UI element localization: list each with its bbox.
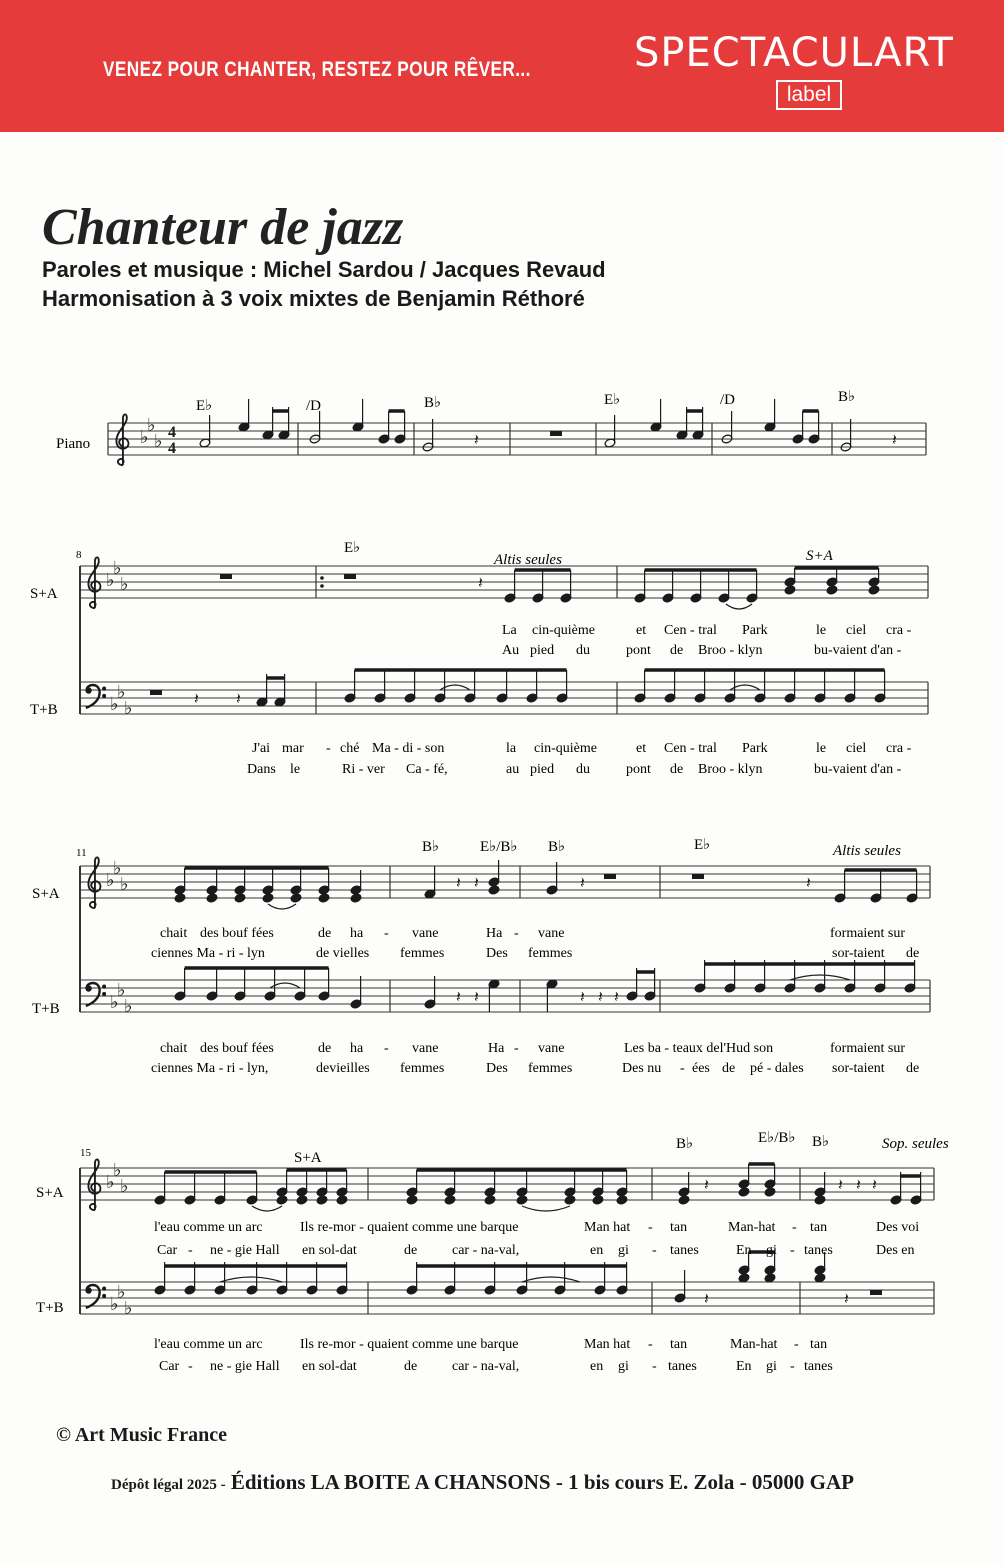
flat-sign: ♭ (124, 996, 133, 1016)
measure-number: 11 (76, 847, 87, 859)
lyric-syllable: car - na-val, (452, 1243, 520, 1258)
note-head (406, 1195, 418, 1205)
lyric-syllable: tanes (670, 1243, 699, 1258)
flat-sign: ♭ (113, 858, 122, 878)
lyric-syllable: Des nu (622, 1061, 662, 1076)
spectaculart-logo: SPECTACULART (634, 30, 954, 76)
lyric-syllable: sor-taient (832, 1061, 885, 1076)
lyric-syllable: devieilles (316, 1061, 370, 1076)
copyright-notice: © Art Music France (56, 1424, 228, 1446)
lyric-syllable: - (680, 1061, 685, 1076)
time-signature-bottom: 4 (168, 440, 176, 457)
direction-altis-seules: Altis seules (494, 552, 562, 568)
staff-label-sa: S+A (36, 1185, 64, 1201)
lyric-syllable: des bouf fées (200, 1041, 274, 1056)
rest-symbol: 𝄽 (456, 989, 461, 1006)
lyric-syllable: Ri - ver (342, 762, 385, 777)
lyric-syllable: du (576, 762, 590, 777)
chord-symbol: E♭ (344, 540, 361, 556)
lyric-syllable: gi (618, 1359, 629, 1374)
time-signature-top: 4 (168, 424, 176, 441)
lyric-syllable: Park (742, 741, 768, 756)
lyric-syllable: Ma - di - son (372, 741, 445, 756)
flat-sign: ♭ (140, 427, 149, 447)
rest-symbol: 𝄽 (806, 875, 811, 892)
lyric-syllable: - (514, 926, 519, 941)
lyric-syllable: J'ai (252, 741, 271, 756)
lyric-syllable: Ca - fé, (406, 762, 448, 777)
flat-sign: ♭ (120, 874, 129, 894)
lyric-syllable: - (790, 1359, 795, 1374)
lyric-syllable: pé - dales (750, 1061, 804, 1076)
lyric-syllable: - (792, 1220, 797, 1235)
lyric-syllable: le (816, 741, 827, 756)
lyric-syllable: Man-hat (728, 1220, 776, 1235)
credits-lyrics-music: Paroles et musique : Michel Sardou / Jacques Revaud (42, 257, 606, 282)
lyric-syllable: ées (692, 1061, 710, 1076)
rest-symbol: 𝄽 (474, 989, 479, 1006)
lyric-syllable: formaient sur (830, 1041, 906, 1056)
rest-symbol: 𝄽 (844, 1291, 849, 1308)
lyric-syllable: gi (766, 1243, 777, 1258)
lyric-syllable: formaient sur (830, 926, 906, 941)
lyric-syllable: au (506, 762, 520, 777)
lyric-syllable: en (590, 1243, 604, 1258)
lyric-syllable: ciennes Ma - ri - lyn (151, 946, 265, 961)
rest-symbol: 𝄽 (580, 875, 585, 892)
bass-clef (86, 1285, 106, 1308)
chord-symbol: E♭ (196, 398, 213, 414)
lyric-syllable: tan (810, 1337, 828, 1352)
staff-label-tb: T+B (32, 1001, 60, 1017)
song-title: Chanteur de jazz (42, 199, 404, 256)
lyric-syllable: ciennes Ma - ri - lyn, (151, 1061, 269, 1076)
lyric-syllable: Au (502, 643, 520, 658)
slur (522, 1277, 580, 1282)
note-head (296, 1195, 308, 1205)
note-head (678, 1195, 690, 1205)
whole-rest (150, 690, 162, 695)
rest-symbol: 𝄽 (704, 1291, 709, 1308)
lyric-syllable: pont (626, 762, 651, 777)
lyric-syllable: de (404, 1243, 418, 1258)
flat-sign: ♭ (124, 1298, 133, 1318)
treble-clef (88, 557, 100, 608)
lyric-syllable: pied (530, 762, 555, 777)
whole-rest (870, 1290, 882, 1295)
lyric-syllable: Man hat (584, 1337, 631, 1352)
rest-symbol: 𝄽 (456, 875, 461, 892)
chord-symbol: B♭ (812, 1134, 830, 1150)
slur (522, 1206, 570, 1211)
logo-label-box: label (776, 80, 842, 110)
lyric-syllable: tan (670, 1337, 688, 1352)
lyric-syllable: Broo - klyn (698, 762, 763, 777)
lyric-syllable: ha (350, 1041, 364, 1056)
lyric-syllable: de (318, 926, 332, 941)
note-head (764, 1187, 776, 1197)
staff-label-tb: T+B (30, 702, 58, 718)
chord-symbol: E♭ (694, 837, 711, 853)
lyric-syllable: femmes (528, 1061, 573, 1076)
chord-symbol: E♭/B♭ (480, 839, 518, 855)
flat-sign: ♭ (117, 980, 126, 1000)
lyric-syllable: - (514, 1041, 519, 1056)
lyric-syllable: sor-taient (832, 946, 885, 961)
lyric-syllable: gi (766, 1359, 777, 1374)
chord-symbol: B♭ (676, 1136, 694, 1152)
lyric-syllable: tan (810, 1220, 828, 1235)
lyric-syllable: tan (670, 1220, 688, 1235)
lyric-syllable: ne - gie Hall (210, 1359, 280, 1374)
lyric-syllable: - (652, 1359, 657, 1374)
lyric-syllable: - (648, 1337, 653, 1352)
lyric-syllable: car - na-val, (452, 1359, 520, 1374)
lyric-syllable: Dans (247, 762, 276, 777)
lyric-syllable: chait (160, 1041, 188, 1056)
lyric-syllable: bu-vaient d'an - (814, 762, 902, 777)
lyric-syllable: - (790, 1243, 795, 1258)
lyric-syllable: - (384, 926, 389, 941)
bass-clef (86, 983, 106, 1006)
note-head (868, 585, 880, 595)
slur (268, 904, 296, 909)
lyric-syllable: le (816, 623, 827, 638)
lyric-syllable: le (290, 762, 301, 777)
lyric-syllable: de (906, 946, 920, 961)
rest-symbol: 𝄽 (704, 1177, 709, 1194)
lyric-syllable: de (670, 643, 684, 658)
note-head (262, 893, 274, 903)
lyric-syllable: cin-quième (532, 623, 595, 638)
note-head (276, 1195, 288, 1205)
lyric-syllable: Des (486, 946, 508, 961)
lyric-syllable: de (318, 1041, 332, 1056)
direction-altis-seules: Altis seules (833, 843, 901, 859)
rest-symbol: 𝄽 (872, 1177, 877, 1194)
note-head (290, 893, 302, 903)
lyric-syllable: gi (618, 1243, 629, 1258)
lyric-syllable: du (576, 643, 590, 658)
flat-sign: ♭ (154, 431, 163, 451)
lyric-syllable: Ils re-mor - quaient comme une barque (300, 1337, 519, 1352)
note-head (814, 1195, 826, 1205)
whole-rest (692, 874, 704, 879)
note-head (316, 1195, 328, 1205)
lyric-syllable: vane (538, 1041, 565, 1056)
flat-sign: ♭ (106, 870, 115, 890)
lyric-syllable: Man hat (584, 1220, 631, 1235)
direction-sa: S+A (806, 548, 833, 564)
lyric-syllable: ciel (846, 741, 867, 756)
note-head (516, 1195, 528, 1205)
slur (220, 1277, 282, 1282)
flat-sign: ♭ (113, 558, 122, 578)
treble-clef (88, 1159, 100, 1210)
lyric-syllable: femmes (400, 1061, 445, 1076)
bass-clef (86, 685, 106, 708)
lyric-syllable: en (590, 1359, 604, 1374)
direction-sa: S+A (294, 1150, 322, 1166)
lyric-syllable: Park (742, 623, 768, 638)
lyric-syllable: et (636, 623, 647, 638)
lyric-syllable: de vielles (316, 946, 370, 961)
lyric-syllable: Broo - klyn (698, 643, 763, 658)
lyric-syllable: de (404, 1359, 418, 1374)
lyric-syllable: Cen - tral (664, 623, 717, 638)
lyric-syllable: - (188, 1359, 193, 1374)
chord-symbol: B♭ (548, 839, 566, 855)
publisher-address: Éditions LA BOITE A CHANSONS - 1 bis cours E. Zola - 05000 GAP (230, 1470, 854, 1494)
chord-symbol: B♭ (838, 389, 856, 405)
lyric-syllable: - (794, 1337, 799, 1352)
lyric-syllable: - (188, 1243, 193, 1258)
lyric-syllable: en sol-dat (302, 1359, 357, 1374)
note-head (234, 893, 246, 903)
lyric-syllable: Ha (486, 926, 503, 941)
flat-sign: ♭ (117, 1282, 126, 1302)
rest-symbol: 𝄽 (580, 989, 585, 1006)
lyric-syllable: Des voi (876, 1220, 920, 1235)
whole-rest (344, 574, 356, 579)
lyric-syllable: Des en (876, 1243, 915, 1258)
lyric-syllable: vane (412, 1041, 439, 1056)
whole-rest (220, 574, 232, 579)
chord-symbol: E♭ (604, 392, 621, 408)
note-head (488, 885, 500, 895)
whole-rest (550, 431, 562, 436)
measure-number: 8 (76, 549, 82, 561)
rest-symbol: 𝄽 (194, 691, 199, 708)
lyric-syllable: femmes (400, 946, 445, 961)
flat-sign: ♭ (120, 574, 129, 594)
lyric-syllable: bu-vaient d'an - (814, 643, 902, 658)
staff-label-tb: T+B (36, 1300, 64, 1316)
lyric-syllable: la (506, 741, 517, 756)
lyric-syllable: - (326, 741, 331, 756)
direction-sop-seules: Sop. seules (882, 1136, 949, 1152)
rest-symbol: 𝄽 (614, 989, 619, 1006)
chord-symbol: /D (306, 398, 321, 414)
note-head (350, 893, 362, 903)
lyric-syllable: ciel (846, 623, 867, 638)
lyric-syllable: vane (538, 926, 565, 941)
lyric-syllable: tanes (804, 1359, 833, 1374)
lyric-syllable: de (906, 1061, 920, 1076)
lyric-syllable: Ha (488, 1041, 505, 1056)
measure-number: 15 (80, 1147, 91, 1159)
note-head (564, 1195, 576, 1205)
flat-sign: ♭ (147, 415, 156, 435)
lyric-syllable: - (648, 1220, 653, 1235)
note-head (826, 585, 838, 595)
note-head (444, 1195, 456, 1205)
lyric-syllable: l'eau comme un arc (154, 1337, 263, 1352)
piano-label: Piano (56, 436, 91, 452)
lyric-syllable: l'eau comme un arc (154, 1220, 263, 1235)
lyric-syllable: tanes (668, 1359, 697, 1374)
lyric-syllable: tanes (804, 1243, 833, 1258)
legal-notice (111, 1470, 854, 1495)
lyric-syllable: Car (157, 1243, 178, 1258)
lyric-syllable: de (722, 1061, 736, 1076)
note-head (616, 1195, 628, 1205)
repeat-dot (320, 576, 324, 580)
lyric-syllable: chait (160, 926, 188, 941)
lyric-syllable: Cen - tral (664, 741, 717, 756)
banner-tagline: VENEZ POUR CHANTER, RESTEZ POUR RÊVER... (103, 58, 531, 81)
lyric-syllable: cra - (886, 741, 912, 756)
chord-symbol: B♭ (422, 839, 440, 855)
lyric-syllable: Car (159, 1359, 180, 1374)
lyric-syllable: ché (340, 741, 360, 756)
lyric-syllable: en sol-dat (302, 1243, 357, 1258)
rest-symbol: 𝄽 (236, 691, 241, 708)
note-head (592, 1195, 604, 1205)
lyric-syllable: mar (282, 741, 304, 756)
lyric-syllable: ha (350, 926, 364, 941)
flat-sign: ♭ (124, 698, 133, 718)
flat-sign: ♭ (113, 1160, 122, 1180)
whole-rest (604, 874, 616, 879)
slur (726, 604, 752, 609)
rest-symbol: 𝄽 (474, 432, 479, 449)
note-head (484, 1195, 496, 1205)
rest-symbol: 𝄽 (598, 989, 603, 1006)
flat-sign: ♭ (106, 1172, 115, 1192)
lyric-syllable: cra - (886, 623, 912, 638)
staff-label-sa: S+A (32, 886, 60, 902)
note-head (318, 893, 330, 903)
slur (790, 975, 850, 980)
flat-sign: ♭ (117, 682, 126, 702)
treble-clef (88, 857, 100, 908)
credits-harmonisation: Harmonisation à 3 voix mixtes de Benjamin Réthoré (42, 286, 585, 311)
lyric-syllable: En (736, 1359, 752, 1374)
flat-sign: ♭ (120, 1176, 129, 1196)
lyric-syllable: Man-hat (730, 1337, 778, 1352)
lyric-syllable: pied (530, 643, 555, 658)
lyric-syllable: Des (486, 1061, 508, 1076)
treble-clef (116, 414, 128, 465)
lyric-syllable: femmes (528, 946, 573, 961)
slur (252, 1206, 282, 1211)
flat-sign: ♭ (110, 694, 119, 714)
chord-symbol: B♭ (424, 395, 442, 411)
lyric-syllable: La (502, 623, 517, 638)
lyric-syllable: ne - gie Hall (210, 1243, 280, 1258)
lyric-syllable: pont (626, 643, 651, 658)
lyric-syllable: Ils re-mor - quaient comme une barque (300, 1220, 519, 1235)
note-head (206, 893, 218, 903)
rest-symbol: 𝄽 (856, 1177, 861, 1194)
chord-symbol: /D (720, 392, 735, 408)
chord-symbol: E♭/B♭ (758, 1130, 796, 1146)
lyric-syllable: Les ba - teaux del'Hud son (624, 1041, 774, 1056)
note-head (174, 893, 186, 903)
lyric-syllable: et (636, 741, 647, 756)
lyric-syllable: En (736, 1243, 752, 1258)
rest-symbol: 𝄽 (478, 575, 483, 592)
rest-symbol: 𝄽 (474, 875, 479, 892)
rest-symbol: 𝄽 (892, 432, 897, 449)
rest-symbol: 𝄽 (838, 1177, 843, 1194)
lyric-syllable: cin-quième (534, 741, 597, 756)
lyric-syllable: de (670, 762, 684, 777)
repeat-dot (320, 584, 324, 588)
note-head (336, 1195, 348, 1205)
note-head (784, 585, 796, 595)
flat-sign: ♭ (110, 992, 119, 1012)
legal-deposit: Dépôt légal 2025 - (111, 1477, 226, 1493)
flat-sign: ♭ (106, 570, 115, 590)
lyric-syllable: - (384, 1041, 389, 1056)
lyric-syllable: des bouf fées (200, 926, 274, 941)
note-head (738, 1187, 750, 1197)
staff-label-sa: S+A (30, 586, 58, 602)
lyric-syllable: - (652, 1243, 657, 1258)
lyric-syllable: vane (412, 926, 439, 941)
flat-sign: ♭ (110, 1294, 119, 1314)
